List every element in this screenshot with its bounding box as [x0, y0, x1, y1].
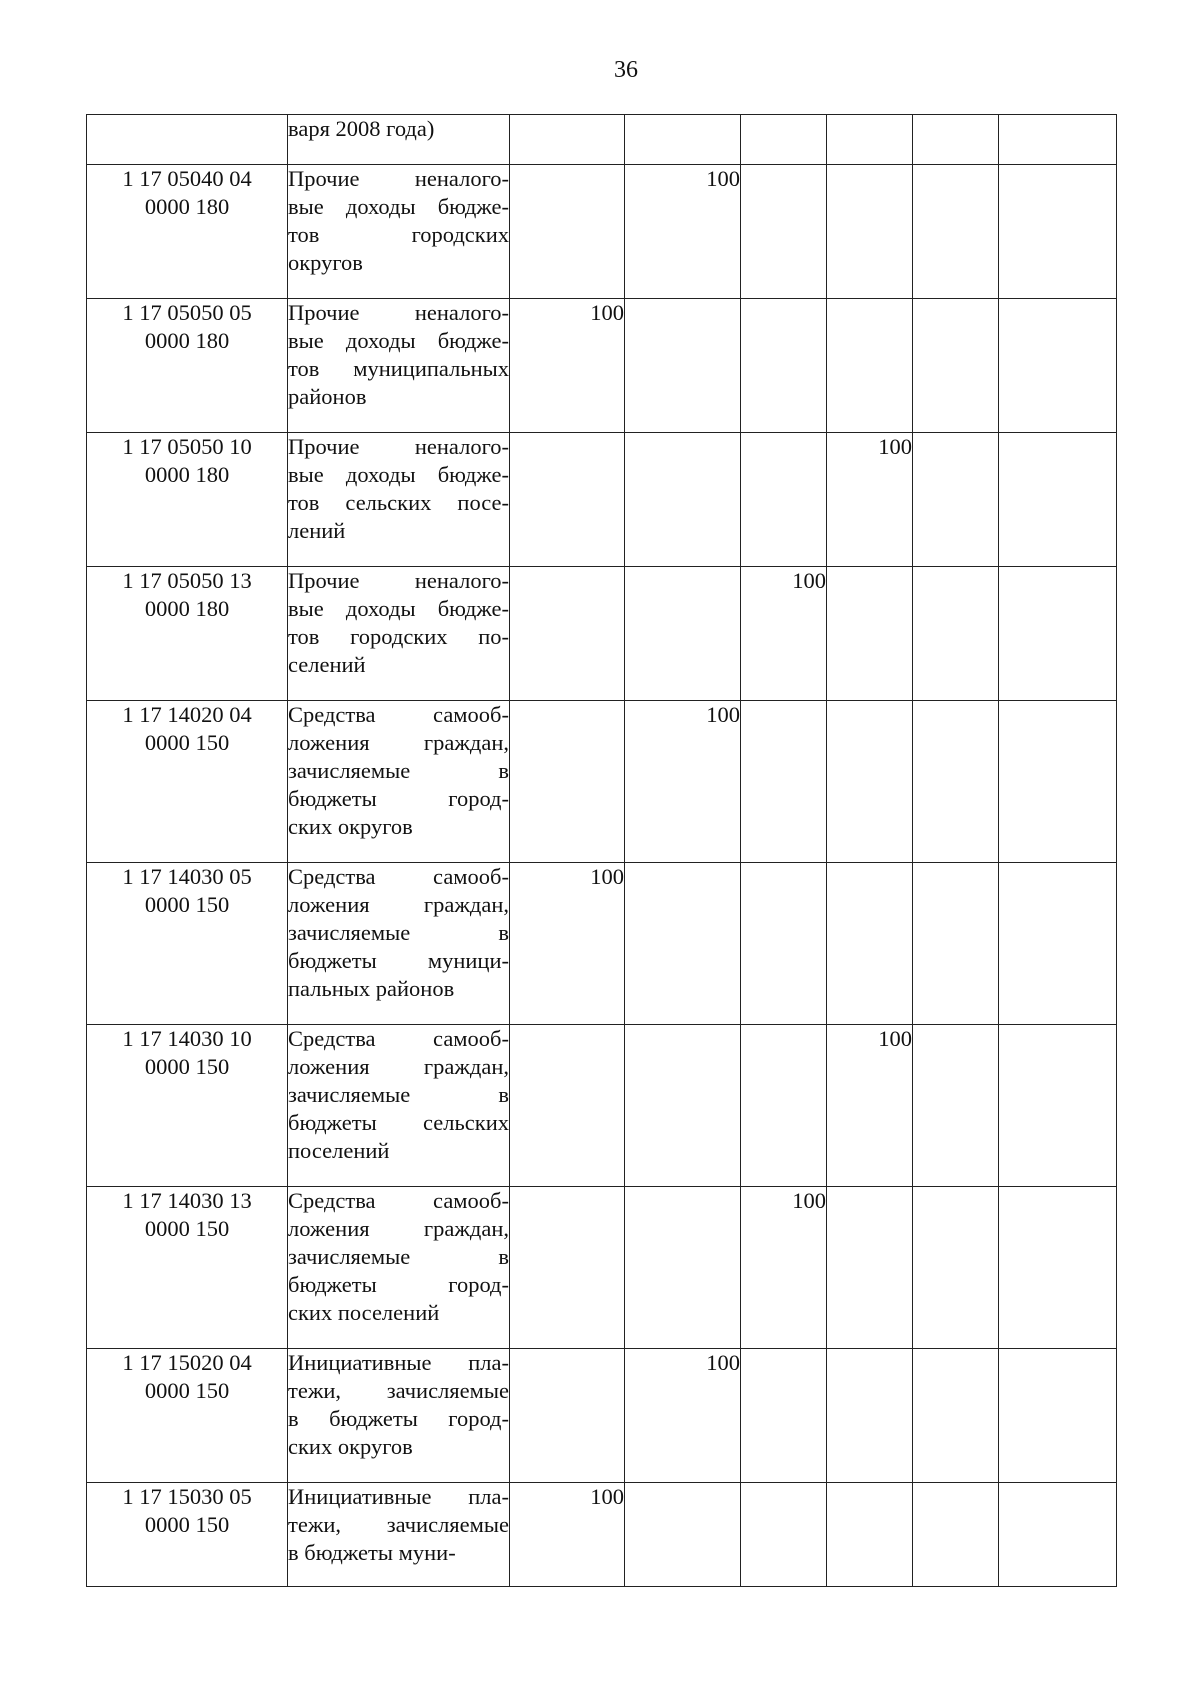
allocation-percent-cell — [913, 1349, 999, 1483]
revenue-name-line: бюджеты город- — [288, 1272, 509, 1297]
budget-code-cell — [87, 299, 288, 433]
budget-code-cell — [87, 701, 288, 863]
revenue-name-line: тов сельских посе- — [288, 490, 509, 515]
budget-code-line: 1 17 14020 04 — [122, 702, 252, 727]
allocation-percent-cell — [999, 863, 1117, 1025]
allocation-percent-cell — [827, 1483, 913, 1587]
revenue-name-cell — [288, 1349, 510, 1483]
revenue-name-line: тов городских — [288, 222, 509, 247]
revenue-name-line: поселений — [288, 1138, 390, 1163]
revenue-name-line: ложения граждан, — [288, 730, 509, 755]
budget-code-line: 0000 150 — [144, 1054, 230, 1079]
allocation-percent-cell — [510, 701, 625, 863]
allocation-percent-cell — [913, 863, 999, 1025]
revenue-name-line: зачисляемые в — [288, 758, 509, 783]
table-row — [87, 567, 1117, 701]
budget-code-cell — [87, 1349, 288, 1483]
revenue-name-line: зачисляемые в — [288, 1082, 509, 1107]
revenue-name-line: в бюджеты муни- — [288, 1540, 456, 1565]
revenue-name-line: ложения граждан, — [288, 1054, 509, 1079]
budget-code-line: 0000 180 — [144, 596, 230, 621]
budget-code-line: 0000 150 — [144, 1512, 230, 1537]
budget-code-line: 0000 150 — [144, 1378, 230, 1403]
allocation-percent-cell — [913, 115, 999, 165]
revenue-name-line: Прочие неналого- — [288, 434, 509, 459]
revenue-name-line: бюджеты город- — [288, 786, 509, 811]
allocation-percent-cell — [913, 433, 999, 567]
budget-code-cell — [87, 1187, 288, 1349]
revenue-name-line: Прочие неналого- — [288, 300, 509, 325]
revenue-name-cell — [288, 1483, 510, 1587]
budget-revenue-table — [86, 114, 1117, 1587]
allocation-percent-cell — [510, 115, 625, 165]
allocation-percent-cell — [999, 299, 1117, 433]
allocation-percent-cell — [510, 433, 625, 567]
allocation-percent-cell — [625, 115, 741, 165]
revenue-name-line: ложения граждан, — [288, 892, 509, 917]
allocation-percent-cell — [625, 299, 741, 433]
allocation-percent-cell — [741, 1349, 827, 1483]
allocation-percent-cell: 100 — [510, 299, 625, 433]
revenue-name-line: ских округов — [288, 1434, 413, 1459]
revenue-name-line: зачисляемые в — [288, 920, 509, 945]
allocation-percent-cell — [913, 1483, 999, 1587]
revenue-name-line: Инициативные пла- — [288, 1484, 509, 1509]
allocation-percent-cell: 100 — [741, 567, 827, 701]
allocation-percent-cell — [625, 433, 741, 567]
allocation-percent-cell — [827, 1349, 913, 1483]
budget-code-cell — [87, 863, 288, 1025]
revenue-name-line: тежи, зачисляемые — [288, 1512, 509, 1537]
budget-code-line: 0000 180 — [144, 462, 230, 487]
revenue-name-line: бюджеты муници- — [288, 948, 509, 973]
allocation-percent-cell — [741, 299, 827, 433]
allocation-percent-cell: 100 — [741, 1187, 827, 1349]
revenue-name-line: вые доходы бюдже- — [288, 462, 509, 487]
revenue-name-line: Средства самооб- — [288, 1026, 509, 1051]
revenue-name-line: Прочие неналого- — [288, 166, 509, 191]
allocation-percent-cell: 100 — [827, 433, 913, 567]
budget-code-line: 1 17 14030 10 — [122, 1026, 252, 1051]
allocation-percent-cell — [827, 701, 913, 863]
table-body — [87, 115, 1117, 1587]
budget-code-line: 1 17 15020 04 — [122, 1350, 252, 1375]
allocation-percent-cell — [741, 701, 827, 863]
allocation-percent-cell — [999, 1349, 1117, 1483]
allocation-percent-cell: 100 — [510, 863, 625, 1025]
budget-code-line: 1 17 05040 04 — [122, 166, 252, 191]
revenue-name-cell — [288, 1025, 510, 1187]
revenue-name-line: ложения граждан, — [288, 1216, 509, 1241]
allocation-percent-cell — [827, 1187, 913, 1349]
table-row — [87, 1483, 1117, 1587]
budget-code-line: 0000 150 — [144, 892, 230, 917]
allocation-percent-cell: 100 — [827, 1025, 913, 1187]
table-row — [87, 701, 1117, 863]
budget-code-cell — [87, 433, 288, 567]
allocation-percent-cell — [741, 863, 827, 1025]
table-row — [87, 1025, 1117, 1187]
revenue-name-line: округов — [288, 250, 363, 275]
revenue-name-line: Средства самооб- — [288, 864, 509, 889]
budget-code-line: 0000 180 — [144, 328, 230, 353]
revenue-name-line: вые доходы бюдже- — [288, 194, 509, 219]
allocation-percent-cell — [625, 863, 741, 1025]
allocation-percent-cell: 100 — [625, 1349, 741, 1483]
allocation-percent-cell — [827, 165, 913, 299]
budget-code-line: 1 17 05050 05 — [122, 300, 252, 325]
budget-code-cell — [87, 567, 288, 701]
revenue-name-line: тов городских по- — [288, 624, 509, 649]
budget-code-cell — [87, 115, 288, 165]
allocation-percent-cell — [999, 165, 1117, 299]
table-row — [87, 433, 1117, 567]
allocation-percent-cell — [827, 115, 913, 165]
allocation-percent-cell — [510, 1025, 625, 1187]
budget-code-line: 1 17 05050 13 — [122, 568, 252, 593]
allocation-percent-cell — [510, 165, 625, 299]
revenue-name-line: тежи, зачисляемые — [288, 1378, 509, 1403]
budget-code-cell — [87, 1025, 288, 1187]
revenue-name-line: лений — [288, 518, 346, 543]
allocation-percent-cell — [999, 1187, 1117, 1349]
revenue-name-line: Инициативные пла- — [288, 1350, 509, 1375]
revenue-name-line: районов — [288, 384, 367, 409]
allocation-percent-cell — [741, 433, 827, 567]
revenue-name-line: тов муниципальных — [288, 356, 509, 381]
allocation-percent-cell — [913, 1187, 999, 1349]
revenue-name-line: зачисляемые в — [288, 1244, 509, 1269]
revenue-name-cell — [288, 1187, 510, 1349]
budget-code-line: 1 17 14030 05 — [122, 864, 252, 889]
allocation-percent-cell — [913, 701, 999, 863]
budget-code-line: 1 17 15030 05 — [122, 1484, 252, 1509]
allocation-percent-cell — [827, 567, 913, 701]
allocation-percent-cell — [999, 433, 1117, 567]
allocation-percent-cell — [741, 1483, 827, 1587]
revenue-name-line: варя 2008 года) — [288, 116, 435, 141]
revenue-name-cell — [288, 433, 510, 567]
revenue-name-line: бюджеты сельских — [288, 1110, 509, 1135]
allocation-percent-cell: 100 — [510, 1483, 625, 1587]
revenue-name-cell — [288, 701, 510, 863]
allocation-percent-cell — [741, 1025, 827, 1187]
allocation-percent-cell: 100 — [625, 165, 741, 299]
allocation-percent-cell — [999, 567, 1117, 701]
allocation-percent-cell — [510, 1349, 625, 1483]
budget-code-cell — [87, 1483, 288, 1587]
budget-code-line: 0000 150 — [144, 1216, 230, 1241]
revenue-name-line: вые доходы бюдже- — [288, 596, 509, 621]
revenue-name-cell — [288, 165, 510, 299]
budget-code-line: 0000 150 — [144, 730, 230, 755]
allocation-percent-cell: 100 — [625, 701, 741, 863]
table-row — [87, 299, 1117, 433]
allocation-percent-cell — [510, 567, 625, 701]
allocation-percent-cell — [741, 165, 827, 299]
allocation-percent-cell — [913, 1025, 999, 1187]
revenue-name-line: вые доходы бюдже- — [288, 328, 509, 353]
table-row — [87, 863, 1117, 1025]
allocation-percent-cell — [999, 1483, 1117, 1587]
allocation-percent-cell — [999, 115, 1117, 165]
revenue-name-line: ских поселений — [288, 1300, 440, 1325]
allocation-percent-cell — [510, 1187, 625, 1349]
allocation-percent-cell — [913, 567, 999, 701]
allocation-percent-cell — [913, 165, 999, 299]
revenue-name-line: пальных районов — [288, 976, 455, 1001]
revenue-name-line: селений — [288, 652, 366, 677]
budget-code-cell — [87, 165, 288, 299]
table-row — [87, 1187, 1117, 1349]
allocation-percent-cell — [625, 567, 741, 701]
allocation-percent-cell — [625, 1025, 741, 1187]
revenue-name-line: в бюджеты город- — [288, 1406, 509, 1431]
allocation-percent-cell — [999, 1025, 1117, 1187]
allocation-percent-cell — [827, 299, 913, 433]
revenue-name-cell — [288, 115, 510, 165]
allocation-percent-cell — [827, 863, 913, 1025]
revenue-name-line: Средства самооб- — [288, 702, 509, 727]
revenue-name-line: Прочие неналого- — [288, 568, 509, 593]
revenue-name-line: Средства самооб- — [288, 1188, 509, 1213]
allocation-percent-cell — [913, 299, 999, 433]
revenue-name-cell — [288, 299, 510, 433]
allocation-percent-cell — [625, 1483, 741, 1587]
allocation-percent-cell — [625, 1187, 741, 1349]
revenue-name-cell — [288, 567, 510, 701]
revenue-name-line: ских округов — [288, 814, 413, 839]
budget-code-line: 0000 180 — [144, 194, 230, 219]
budget-code-line: 1 17 14030 13 — [122, 1188, 252, 1213]
allocation-percent-cell — [741, 115, 827, 165]
revenue-name-cell — [288, 863, 510, 1025]
budget-code-line: 1 17 05050 10 — [122, 434, 252, 459]
table-row — [87, 115, 1117, 165]
table-row — [87, 165, 1117, 299]
page-number: 36 — [614, 57, 638, 83]
allocation-percent-cell — [999, 701, 1117, 863]
table-row — [87, 1349, 1117, 1483]
